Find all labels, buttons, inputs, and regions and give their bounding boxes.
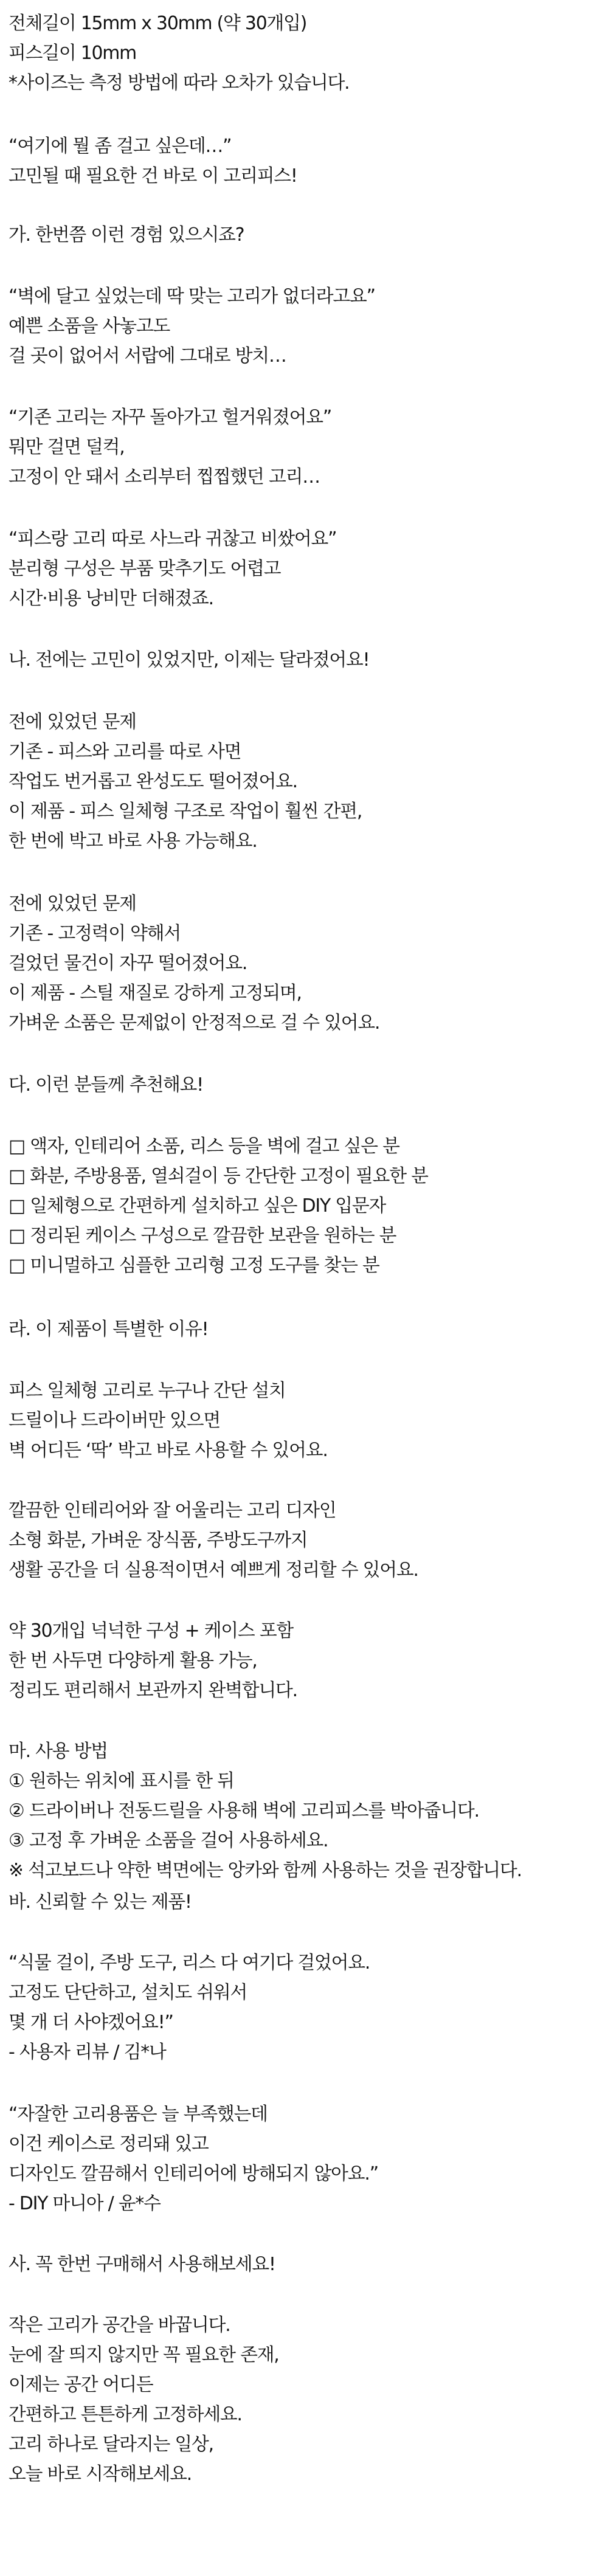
text-line: 고민될 때 필요한 건 바로 이 고리피스! bbox=[9, 165, 297, 187]
text-line: 이 제품 - 스틸 재질로 강하게 고정되며, bbox=[9, 982, 302, 1004]
text-line: 소형 화분, 가벼운 장식품, 주방도구까지 bbox=[9, 1530, 308, 1551]
text-line: 몇 개 더 사야겠어요!” bbox=[9, 2012, 173, 2033]
text-line: ① 원하는 위치에 표시를 한 뒤 bbox=[9, 1770, 234, 1792]
text-line: 시간·비용 낭비만 더해졌죠. bbox=[9, 588, 213, 609]
section-ra-heading bbox=[9, 1314, 602, 1344]
text-line: 눈에 잘 띄지 않지만 꼭 필요한 존재, bbox=[9, 2344, 279, 2366]
text-line: 기존 - 피스와 고리를 따로 사면 bbox=[9, 741, 241, 762]
text-line: □ 화분, 주방용품, 열쇠걸이 등 간단한 고정이 필요한 분 bbox=[9, 1165, 428, 1187]
text-line: 작업도 번거롭고 완성도도 떨어졌어요. bbox=[9, 771, 297, 792]
text-line: 뭐만 걸면 덜컥, bbox=[9, 437, 125, 458]
text-line: 분리형 구성은 부품 맞추기도 어렵고 bbox=[9, 558, 281, 579]
text-line: 벽 어디든 ‘딱’ 박고 바로 사용할 수 있어요. bbox=[9, 1440, 328, 1461]
closing-block bbox=[9, 2310, 602, 2489]
text-line: 디자인도 깔끔해서 인테리어에 방해되지 않아요.” bbox=[9, 2163, 378, 2184]
text-line: “식물 걸이, 주방 도구, 리스 다 여기다 걸었어요. bbox=[9, 1952, 370, 1973]
text-line: 걸 곳이 없어서 서랍에 그대로 방치… bbox=[9, 345, 286, 367]
section-ba-heading bbox=[9, 1887, 602, 1917]
text-line: 걸었던 물건이 자꾸 떨어졌어요. bbox=[9, 953, 247, 974]
text-line: 기존 - 고정력이 약해서 bbox=[9, 923, 181, 944]
section-na-heading bbox=[9, 645, 602, 675]
section-ma-usage bbox=[9, 1736, 602, 1885]
text-line: 고정도 단단하고, 설치도 쉬워서 bbox=[9, 1982, 247, 2003]
text-line: 작은 고리가 공간을 바꿉니다. bbox=[9, 2315, 230, 2336]
text-line: 이제는 공간 어디든 bbox=[9, 2374, 153, 2395]
problem-1 bbox=[9, 707, 602, 856]
text-line: 이건 케이스로 정리돼 있고 bbox=[9, 2133, 209, 2155]
text-line: 드릴이나 드라이버만 있으면 bbox=[9, 1410, 220, 1431]
text-line: 전체길이 15mm x 30mm (약 30개입) bbox=[9, 13, 307, 34]
experience-3 bbox=[9, 524, 602, 613]
text-line: ※ 석고보드나 약한 벽면에는 앙카와 함께 사용하는 것을 권장합니다. bbox=[9, 1860, 522, 1881]
text-line: 전에 있었던 문제 bbox=[9, 711, 136, 733]
text-line: 가벼운 소품은 문제없이 안정적으로 걸 수 있어요. bbox=[9, 1012, 380, 1034]
reason-2 bbox=[9, 1496, 602, 1585]
reason-1 bbox=[9, 1376, 602, 1465]
text-line: 고리 하나로 달라지는 일상, bbox=[9, 2434, 213, 2455]
text-line: 나. 전에는 고민이 있었지만, 이제는 달라졌어요! bbox=[9, 649, 370, 671]
experience-2 bbox=[9, 402, 602, 492]
review-1 bbox=[9, 1948, 602, 2067]
text-line: 피스길이 10mm bbox=[9, 43, 137, 64]
text-line: 바. 신뢰할 수 있는 제품! bbox=[9, 1891, 192, 1913]
recommend-list bbox=[9, 1131, 602, 1280]
section-sa-heading bbox=[9, 2250, 602, 2279]
text-line: ② 드라이버나 전동드릴을 사용해 벽에 고리피스를 박아줍니다. bbox=[9, 1800, 479, 1822]
text-line: “여기에 뭘 좀 걸고 싶은데…” bbox=[9, 136, 232, 157]
text-line: ③ 고정 후 가벼운 소품을 걸어 사용하세요. bbox=[9, 1830, 328, 1851]
text-line: □ 미니멀하고 심플한 고리형 고정 도구를 찾는 분 bbox=[9, 1255, 379, 1276]
text-line: 예쁜 소품을 사놓고도 bbox=[9, 316, 170, 337]
text-line: □ 정리된 케이스 구성으로 깔끔한 보관을 원하는 분 bbox=[9, 1225, 396, 1246]
text-line: □ 액자, 인테리어 소품, 리스 등을 벽에 걸고 싶은 분 bbox=[9, 1136, 399, 1157]
text-line: 오늘 바로 시작해보세요. bbox=[9, 2464, 192, 2485]
text-line: 한 번 사두면 다양하게 활용 가능, bbox=[9, 1650, 257, 1671]
text-line: 약 30개입 넉넉한 구성 + 케이스 포함 bbox=[9, 1620, 294, 1642]
experience-1 bbox=[9, 281, 602, 371]
section-ga-heading bbox=[9, 220, 602, 250]
text-line: 피스 일체형 고리로 누구나 간단 설치 bbox=[9, 1380, 286, 1401]
text-line: 한 번에 박고 바로 사용 가능해요. bbox=[9, 830, 257, 852]
text-line: 생활 공간을 더 실용적이면서 예쁘게 정리할 수 있어요. bbox=[9, 1559, 418, 1581]
text-line: “기존 고리는 자꾸 돌아가고 헐거워졌어요” bbox=[9, 407, 332, 428]
text-line: 다. 이런 분들께 추천해요! bbox=[9, 1074, 204, 1096]
text-line: - DIY 마니아 / 윤*수 bbox=[9, 2193, 161, 2214]
text-line: 라. 이 제품이 특별한 이유! bbox=[9, 1319, 209, 1340]
text-line: 사. 꼭 한번 구매해서 사용해보세요! bbox=[9, 2254, 275, 2275]
text-line: □ 일체형으로 간편하게 설치하고 싶은 DIY 입문자 bbox=[9, 1195, 386, 1217]
review-2 bbox=[9, 2099, 602, 2219]
text-line: - 사용자 리뷰 / 김*나 bbox=[9, 2042, 166, 2063]
text-line: 가. 한번쯤 이런 경험 있으시죠? bbox=[9, 224, 244, 246]
text-line: “피스랑 고리 따로 사느라 귀찮고 비쌌어요” bbox=[9, 528, 337, 550]
section-da-heading bbox=[9, 1070, 602, 1100]
text-line: 깔끔한 인테리어와 잘 어울리는 고리 디자인 bbox=[9, 1500, 336, 1521]
text-line: 고정이 안 돼서 소리부터 찝찝했던 고리… bbox=[9, 466, 320, 488]
problem-2 bbox=[9, 889, 602, 1038]
text-line: 정리도 편리해서 보관까지 완벽합니다. bbox=[9, 1680, 297, 1701]
text-line: “벽에 달고 싶었는데 딱 맞는 고리가 없더라고요” bbox=[9, 286, 375, 307]
text-line: *사이즈는 측정 방법에 따라 오차가 있습니다. bbox=[9, 72, 350, 94]
reason-3 bbox=[9, 1616, 602, 1705]
text-line: “자잘한 고리용품은 늘 부족했는데 bbox=[9, 2104, 268, 2125]
text-line: 간편하고 튼튼하게 고정하세요. bbox=[9, 2404, 242, 2425]
spec-block bbox=[9, 9, 602, 98]
text-line: 전에 있었던 문제 bbox=[9, 893, 136, 914]
intro-block bbox=[9, 131, 602, 191]
text-line: 이 제품 - 피스 일체형 구조로 작업이 훨씬 간편, bbox=[9, 801, 362, 822]
text-line: 마. 사용 방법 bbox=[9, 1741, 108, 1762]
